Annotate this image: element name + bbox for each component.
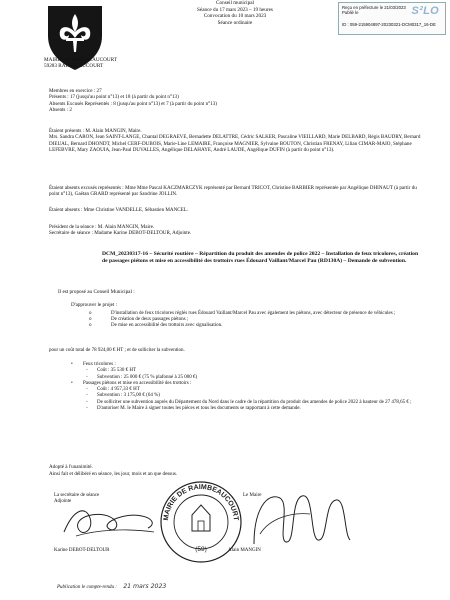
publication-date: 21 mars 2023 — [123, 583, 167, 590]
plan-subsidy-request: ◦ De solliciter une subvention auprès du Département du Nord dans le cadre de la répartition du produit des amendes de police 2022 à hauteur de 27 478,65 € ; — [69, 400, 419, 406]
adoption-statement — [49, 464, 177, 477]
secretary-function: Adjointe — [54, 499, 72, 505]
seal-code: (59) — [195, 546, 207, 553]
seal-text: MAIRIE DE RAIMBEAUCOURT — [162, 483, 240, 521]
members-count — [49, 88, 421, 113]
header-line1: Conseil municipal — [216, 0, 254, 6]
proxy-list — [49, 185, 421, 198]
meeting-header — [130, 0, 340, 26]
city-postcode: 59283 RAIMBEAUCOURT — [44, 63, 104, 70]
list-marker: o — [89, 311, 92, 316]
deliberation-title-text: DCM_20230317-16 – Sécurité routière – Répartition du produit des amendes de police 2022 – Installation de feux tricolores, création de passages piétons et mise en accessibilité des trottoirs rues Édouard Vaillant/Marcel Pau (RD130A) – Demande de subvention. — [102, 251, 419, 264]
plan-lights-subsidy: ◦ Subvention : 25 000 € (75 % plafonné à 25 000 €) — [69, 375, 419, 381]
stamp-published: Publié le — [342, 10, 359, 16]
plan-heading-lights: • Feux tricolores : — [69, 362, 419, 368]
city-name: MAIRIE DE RAIMBEAUCOURT — [44, 57, 117, 63]
town-hall-seal-icon — [156, 477, 246, 567]
stamp-id: ID : 059-215904897-20230321-DCM0317_16-DE — [342, 21, 436, 27]
list-item-text: De mise en accessibilité des trottoirs avec signalisation. — [111, 323, 223, 329]
adoption-result: Adopté à l'unanimité. — [49, 464, 93, 470]
prefecture-receipt-stamp — [338, 2, 446, 35]
publication-label: Publication le compte-rendu : — [57, 585, 117, 590]
secretary-role: La secrétaire de séance — [54, 493, 100, 498]
list-marker: o — [89, 323, 92, 329]
present-members: Mrs. Sandra CARON, Jean SAINT-LANGE, Chantal DEGRAEVE, Bernadette DELATTRE, Cédric SALKER, Pascaline VIEILLARD, Marie DELBARD, Régis BAUDRY, Bernard DIEUAL, Bernard DHONDT, Michel CERF-DUBOIS, Marie-Line LEMAIRE, Françoise MAGNIER, Sylvaine BOUTON, Christian FRENAY, Lilian CIMAR-MAIO, Stéphane LEFEBVRE, Mary ZAOUIA, Jean-Paul DUVALLES, Angélique DELAHAYE, André LAUDE, Angélique DUFIN (à partir du point n°13). — [49, 134, 421, 153]
approve-intro: D'approuver le projet : — [71, 302, 118, 308]
members-absent: Absents : 2 — [49, 106, 72, 113]
proposal-intro: Il est proposé au Conseil Municipal : — [58, 289, 135, 295]
session-president: Président de la séance : M. Alain MANGIN, Maire. — [49, 224, 155, 230]
plan-heading-crossings: • Passages piétons et mise en accessibilité des trottoirs : — [69, 381, 419, 387]
absent-members: Étaient absents : Mme Christine VANDELLE, Sébastien MANCEL. — [49, 207, 189, 213]
city-address — [44, 57, 117, 70]
header-line3: Convocation du 10 mars 2023 — [203, 13, 267, 20]
project-items — [89, 311, 419, 330]
secretary-name: Karine DEBOT-DELTOUR — [54, 548, 110, 553]
mayor-signature-icon — [240, 488, 360, 552]
total-cost-statement: pour un coût total de 78 924,00 € HT ; et de solliciter la subvention. — [49, 348, 185, 353]
stamp-received: Reçu en préfecture le 21/03/2023 — [342, 5, 406, 10]
list-marker: o — [89, 317, 92, 323]
plan-lights-cost: ◦ Coût : 35 530 € HT — [69, 368, 419, 374]
deliberation-title — [102, 251, 422, 265]
header-line2: Séance du 17 mars 2023 – 19 heures — [197, 6, 273, 13]
adoption-formula: Ainsi fait et délibéré en séance, les jour, mois et an que dessus. — [49, 470, 178, 477]
list-item-text: De création de deux passages piétons ; — [111, 317, 189, 323]
plan-crossings-cost: ◦ Coût : 4 957,33 € HT — [69, 387, 419, 393]
session-officers — [49, 224, 421, 237]
proxy-members: Étaient absents excusés représentés : Mme Mme Pascal KACZMARCZYK représenté par Bernard TRICOT, Christine BARBIER représentée par Angélique DHINAUT (à partir du point n°13), Gaëtan GRARD représenté par Sandrine JOLLIN. — [49, 185, 417, 198]
plan-authorize-mayor: ◦ D'autoriser M. le Maire à signer toutes les pièces et tous les documents se rapportant à cette demande. — [69, 406, 419, 412]
financing-plan — [69, 362, 419, 412]
session-secretary: Secrétaire de séance : Madame Karine DEBOT-DELTOUR, Adjointe. — [49, 230, 192, 237]
members-in-office: Membres en exercice : 27 — [49, 88, 102, 94]
present-mayor: Étaient présents : M. Alain MANGIN, Maire. — [49, 128, 142, 134]
attendance-list — [49, 128, 421, 153]
mayor-title: Le Maire — [243, 493, 262, 498]
list-item — [89, 323, 419, 329]
absent-list — [49, 207, 421, 213]
s2lo-logo: S²LO — [411, 5, 439, 17]
header-line4: Séance ordinaire — [217, 19, 253, 26]
plan-crossings-subsidy: ◦ Subvention : 3 175,00 € (64 %) — [69, 393, 419, 399]
publication-note — [57, 583, 166, 590]
members-proxy: Absents Excusés Représentés : 8 (jusqu'au point n°13) et 7 (à partir du point n°13) — [49, 100, 217, 107]
list-item-text: D'installation de feux tricolores réglés rues Édouard Vaillant/Marcel Pau avec également les piétons, avec détecteur de présence de véhicules ; — [111, 311, 396, 316]
secretary-signature-icon — [56, 498, 166, 546]
members-present: Présents : 17 (jusqu'au point n°13) et 18 (à partir du point n°13) — [49, 94, 179, 101]
mayor-name: Alain MANGIN — [228, 548, 261, 553]
